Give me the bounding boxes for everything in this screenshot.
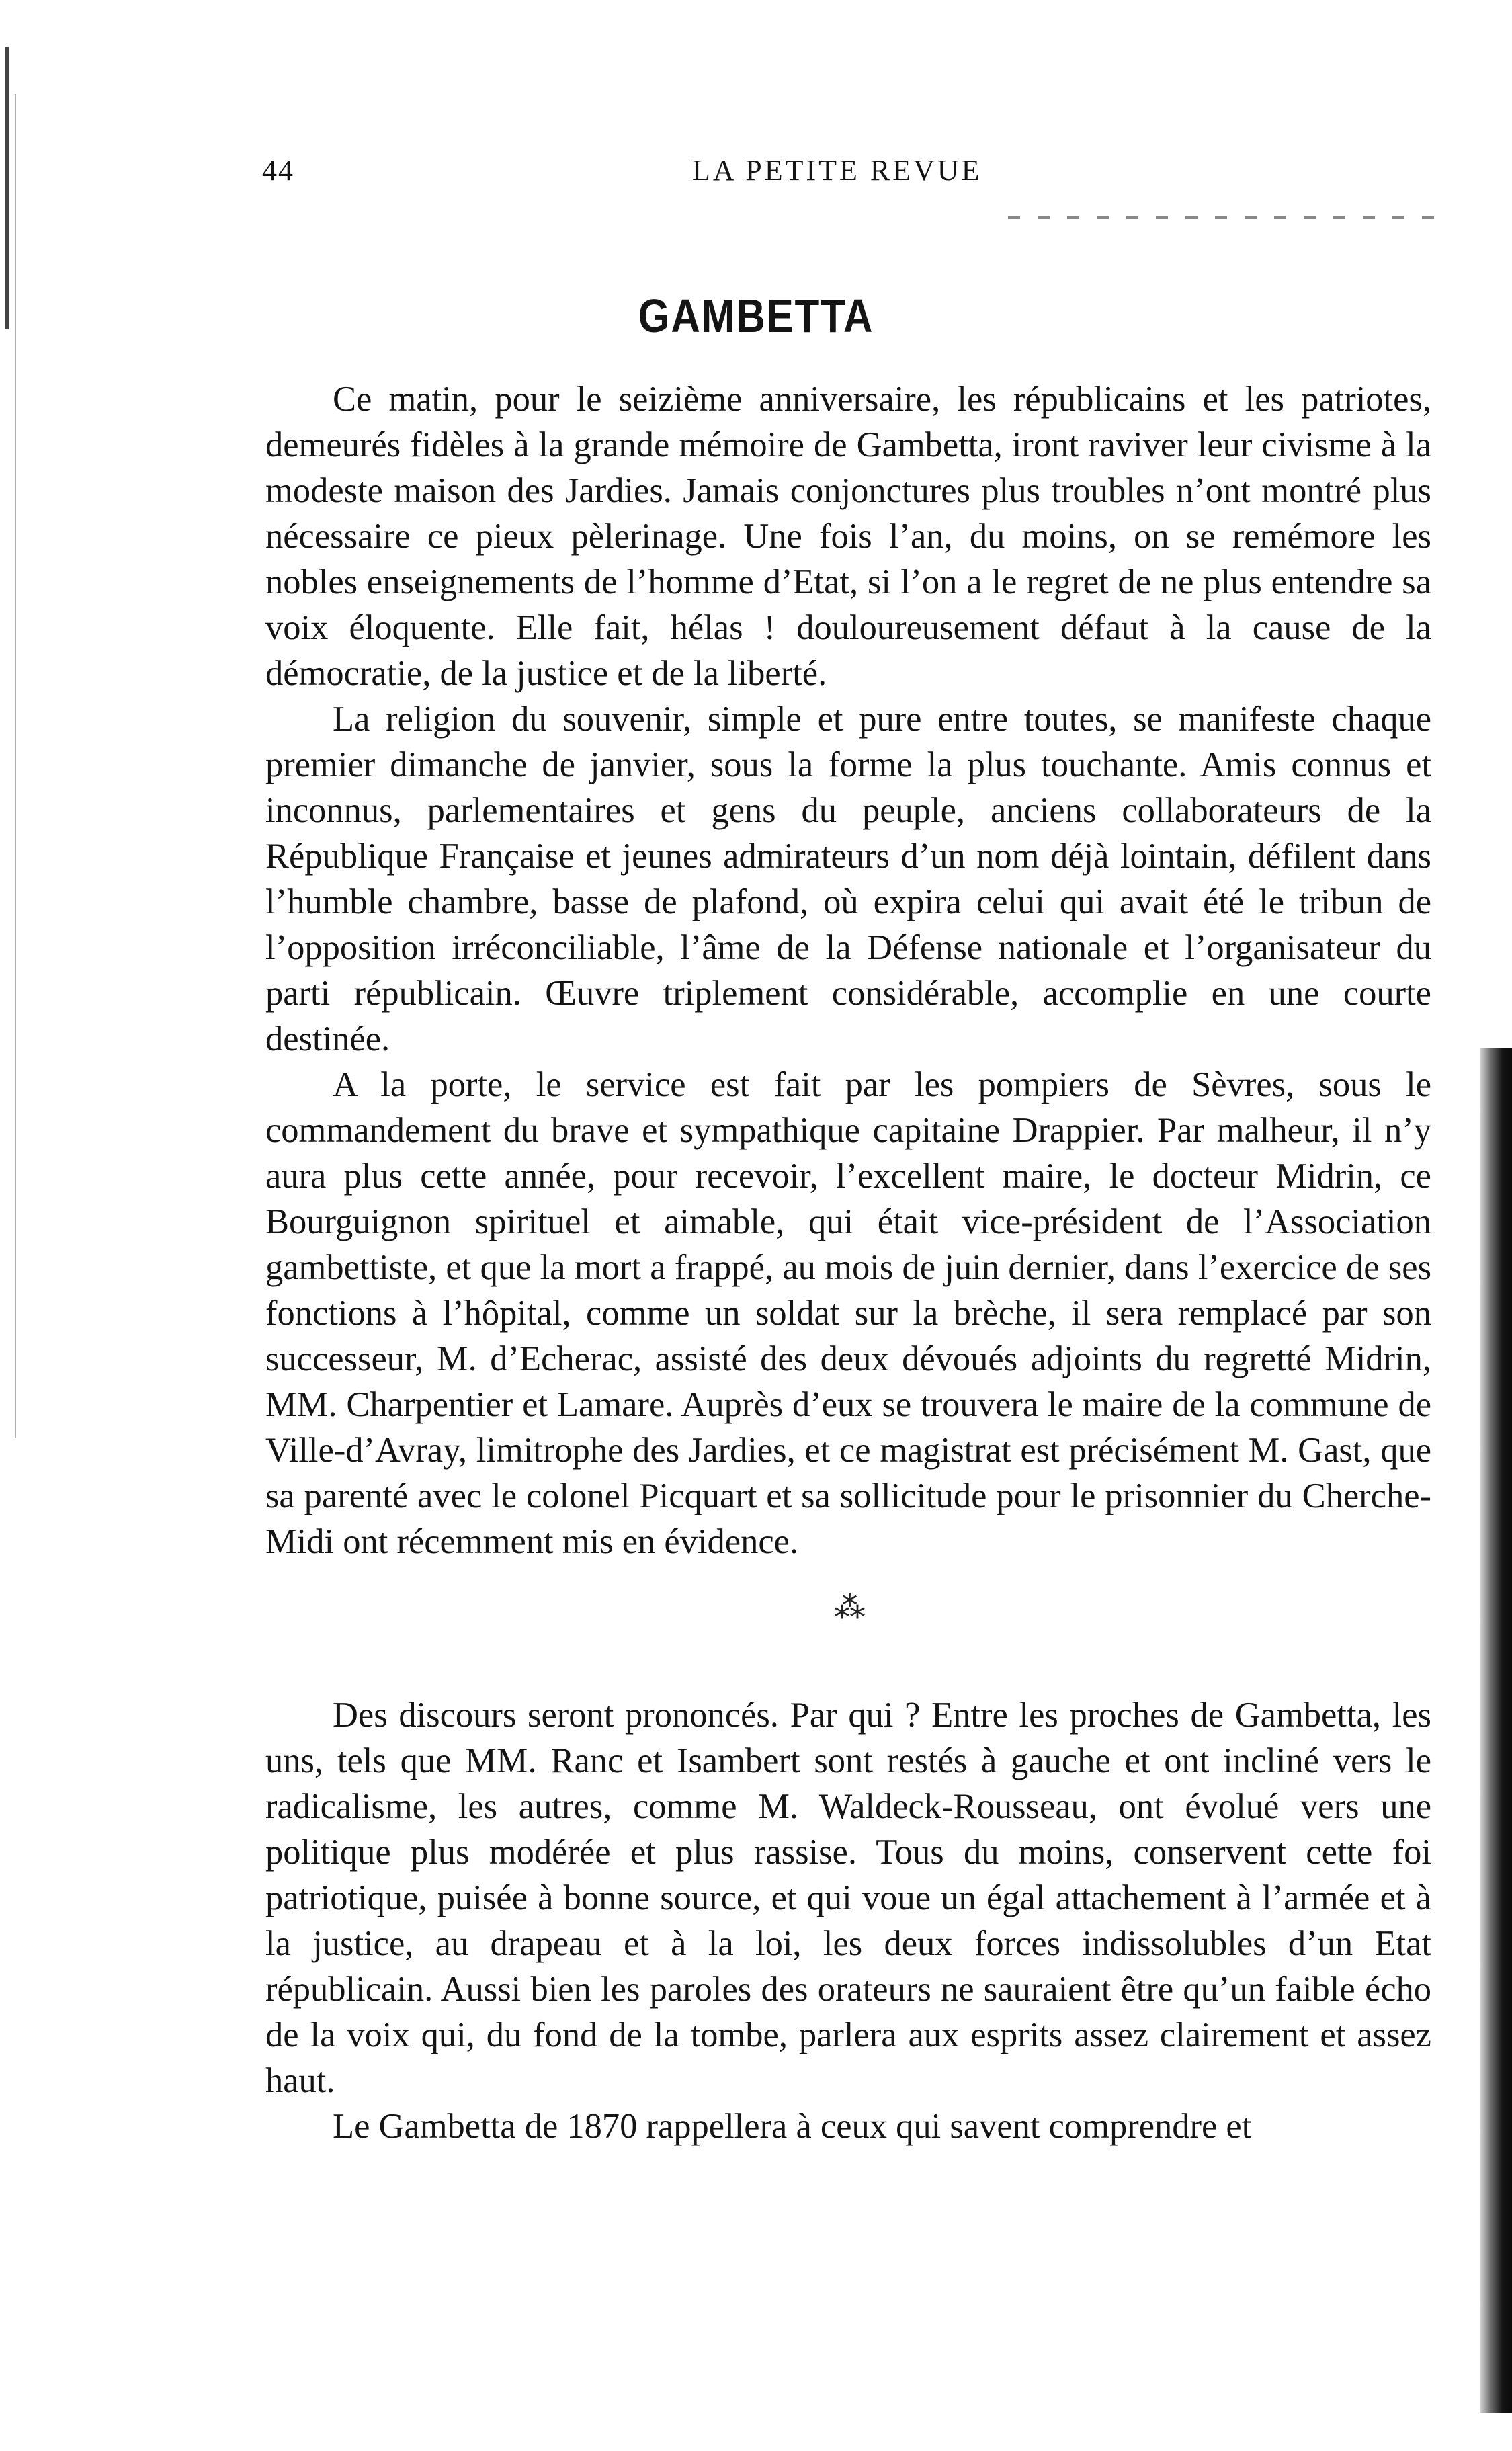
binding-edge-mark	[5, 47, 9, 329]
running-title: LA PETITE REVUE	[692, 154, 982, 187]
page-number: 44	[262, 154, 294, 187]
binding-edge-shadow	[15, 94, 16, 1438]
paragraph-4: Des discours seront prononcés. Par qui ? Entre les proches de Gambetta, les uns, tels que MM. Ranc et Isambert sont restés à gauche et ont incliné vers le radicalisme, les autres, comme M. Waldeck-Rousseau, ont évolué vers une politique plus modérée et plus rassise. Tous du moins, conservent cette foi patriotique, puisée à bonne source, et qui voue un égal attachement à l’armée et à la justice, au drapeau et à la loi, les deux forces indissolubles d’un Etat républicain. Aussi bien les paroles des orateurs ne sauraient être qu’un faible écho de la voix qui, du fond de la tombe, parlera aux esprits assez clairement et assez haut.	[265, 1696, 1431, 2100]
asterism-section-break: ⁂	[834, 1590, 863, 1624]
page-edge-shadow	[1480, 1048, 1512, 2413]
paragraph-2: La religion du souvenir, simple et pure entre toutes, se manifeste chaque premier dimanche de janvier, sous la forme la plus touchante. Amis connus et inconnus, parlementaires et gens du peuple, anciens collaborateurs de la République Française et jeunes admirateurs d’un nom déjà lointain, défilent dans l’humble chambre, basse de plafond, où expira celui qui avait été le tribun de l’opposition irréconciliable, l’âme de la Défense nationale et l’organisateur du parti républicain. Œuvre triplement considérable, accomplie en une courte destinée.	[265, 700, 1431, 1058]
article-title: GAMBETTA	[638, 290, 874, 342]
header-rule	[1008, 216, 1438, 219]
paragraph-3: A la porte, le service est fait par les pompiers de Sèvres, sous le commandement du brave et sympathique capitaine Drappier. Par malheur, il n’y aura plus cette année, pour recevoir, l’excellent maire, le docteur Midrin, ce Bourguignon spirituel et aimable, qui était vice-président de l’Association gambettiste, et que la mort a frappé, au mois de juin dernier, dans l’exercice de ses fonctions à l’hôpital, comme un soldat sur la brèche, il sera remplacé par son successeur, M. d’Echerac, assisté des deux dévoués adjoints du regretté Midrin, MM. Charpentier et Lamare. Auprès d’eux se trouvera le maire de la commune de Ville-d’Avray, limitrophe des Jardies, et ce magistrat est précisément M. Gast, que sa parenté avec le colonel Picquart et sa sollicitude pour le prisonnier du Cherche-Midi ont récemment mis en évidence.	[265, 1065, 1431, 1561]
running-header	[262, 153, 1458, 194]
article-body	[265, 376, 1431, 2149]
paragraph-5: Le Gambetta de 1870 rappellera à ceux qui savent comprendre et	[333, 2107, 1252, 2146]
paragraph-1: Ce matin, pour le seizième anniversaire, les républicains et les patriotes, demeurés fidèles à la grande mémoire de Gambetta, iront raviver leur civisme à la modeste maison des Jardies. Jamais conjonctures plus troubles n’ont montré plus nécessaire ce pieux pèlerinage. Une fois l’an, du moins, on se remémore les nobles enseignements de l’homme d’Etat, si l’on a le regret de ne plus entendre sa voix éloquente. Elle fait, hélas ! douloureusement défaut à la cause de la démocratie, de la justice et de la liberté.	[265, 380, 1431, 693]
